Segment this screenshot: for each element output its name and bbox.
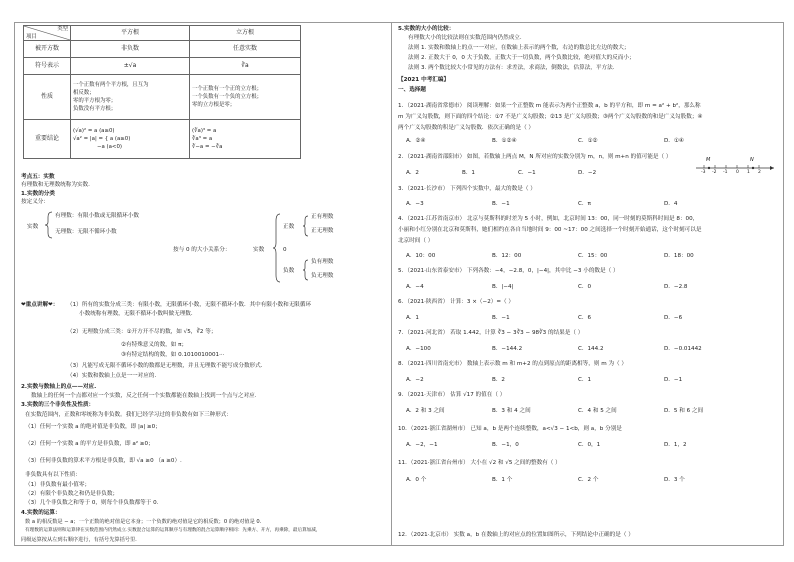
cell-line: 负数没有平方根； xyxy=(73,106,117,112)
question-4b: 小丽和小红分别在北京和莫斯科，她们相约在各自当地时间 9：00 ~17：00 之间选择一个时刻开始通话，这个时刻可以是 xyxy=(398,227,702,233)
question-5: 5．（2021·山东省泰安市） 下列各数：−4，−2.8，0，|−4|，其中比 −3 小的数是（ ） xyxy=(398,268,619,274)
note-4: （4）实数和数轴上点是一一对应的． xyxy=(67,373,161,379)
subsection-operations: 4.实数的运算： xyxy=(21,510,61,516)
cell-line: √a² = |a| = { a (a≥0) xyxy=(73,136,131,142)
subsection-classification: 1.实数的分类 xyxy=(21,191,55,197)
question-2: 2．（2021·湖南省邵阳市） 如图，若数轴上两点 M，N 所对应的实数分别为 m，n，则 m+n 的值可能是（ ） xyxy=(398,154,672,160)
roots-comparison-table xyxy=(23,25,301,159)
compare-intro: 有理数大小的比较法则在实数范围内仍然成立. xyxy=(408,35,522,41)
option: A．−100 xyxy=(406,346,431,352)
option: C．−1 xyxy=(518,170,536,176)
option: C．0 xyxy=(578,284,592,290)
row-label: 被开方数 xyxy=(24,41,71,58)
option: A．1 xyxy=(406,315,419,321)
question-6: 6．（2021·陕西省） 计算：3 ×（−2）=（ ） xyxy=(398,299,515,305)
col-header-square-root: 平方根 xyxy=(71,26,190,41)
nonneg-props: 非负数具有以下性质： xyxy=(25,472,81,478)
brace-icon xyxy=(303,259,309,281)
corner-top-label: 类型 xyxy=(57,26,68,32)
option: B．−1 xyxy=(492,201,510,207)
tree2-neg-rational: 负有理数 xyxy=(311,259,334,265)
tick-label: -2 xyxy=(712,170,717,175)
right-column xyxy=(392,23,783,545)
classify-by-sign: 按与 0 的大小关系分： xyxy=(173,247,231,253)
nonneg-prop-3: （3）几个非负数之和等于 0，则每个非负数都等于 0. xyxy=(25,500,159,506)
option: C．①② xyxy=(578,138,598,144)
option: B．1 个 xyxy=(492,477,513,483)
tick-label: 1 xyxy=(747,170,750,175)
option: B．−1，0 xyxy=(492,442,519,448)
option: D．5 和 6 之间 xyxy=(664,408,704,414)
tree2-negative: 负数 xyxy=(283,268,295,274)
cell-line: −a (a<0) xyxy=(73,144,122,150)
note-3: （3）凡能写成无限不循环小数的数都是无理数，并且无理数不能写成分数形式． xyxy=(67,363,267,369)
option: A．10：00 xyxy=(406,253,436,259)
cell-line: 零的立方根是零； xyxy=(191,102,236,108)
cell-line: (∛a)³ = a xyxy=(191,128,217,134)
question-3: 3．（2021·长沙市） 下列四个实数中，最大的数是（ ） xyxy=(398,186,536,192)
section-choice: 一、选择题 xyxy=(398,87,426,93)
option: B．−144.2 xyxy=(492,346,523,352)
option: C．π xyxy=(578,201,591,207)
option: C．144.2 xyxy=(578,346,604,352)
nonneg-prop-1: （1）非负数有最小值零； xyxy=(25,482,91,488)
table-cell xyxy=(189,120,300,159)
table-corner xyxy=(24,26,71,41)
cell-line: 一个正数有两个平方根，且互为 xyxy=(73,82,149,88)
table-cell xyxy=(71,120,190,159)
note-1: （1）所有的实数分成三类：有限小数，无限循环小数，无限不循环小数．其中有限小数和无限循环 xyxy=(67,302,312,308)
option: D．4 xyxy=(664,201,678,207)
option: C．2 个 xyxy=(578,477,599,483)
row-label: 性质 xyxy=(24,75,71,120)
tree-irrational: 无理数：无限不循环小数 xyxy=(55,229,117,235)
option: C．1 xyxy=(578,377,592,383)
note-2: （2）无理数分成三类：①开方开不尽的数，如 √5，∛2 等； xyxy=(67,329,217,335)
option: B．|−4| xyxy=(492,284,514,290)
point-m-label: M xyxy=(706,157,711,163)
tree-root-real: 实数 xyxy=(27,224,39,230)
operations-1: 数 a 的相反数是 − a；一个正数的绝对值是它本身；一个负数的绝对值是它的相反数；0 的绝对值是 0. xyxy=(25,519,262,525)
question-4: 4．（2021·江苏省南京市） 北京与莫斯科的时差为 5 小时，例如，北京时间 13：00，同一时刻的莫斯科时间是 8：00， xyxy=(398,216,699,222)
option: D．18：00 xyxy=(664,253,694,259)
option: C．4 和 5 之间 xyxy=(578,408,617,414)
option: A．−4 xyxy=(406,284,424,290)
tree2-zero: 0 xyxy=(283,247,287,253)
col-header-cube-root: 立方根 xyxy=(189,26,300,41)
tree2-pos-irrational: 正无理数 xyxy=(311,228,334,234)
tree-rational: 有理数：有限小数或无限循环小数 xyxy=(55,213,139,219)
question-1b: m 为广义勾股数，则下面的四个结论：①7 不是广义勾股数；②13 是广义勾股数；③两个广义勾股数的和是广义勾股数；④ xyxy=(398,114,703,120)
left-column xyxy=(15,23,392,545)
option: A．②④ xyxy=(406,138,426,144)
question-7: 7．（2021·河北省） 若取 1.442，计算 ∛3 − 3∛3 − 98∛3 的结果是（ ） xyxy=(398,330,584,336)
option: D．3 个 xyxy=(664,477,685,483)
cell-line: (√a)² = a (a≥0) xyxy=(73,128,115,134)
table-cell: ±√a xyxy=(71,58,190,75)
compare-rule-2: 法则 2. 正数大于 0，0 大于负数，正数大于一切负数，两个负数比较，绝对值大的反而小； xyxy=(408,55,635,61)
corner-bottom-label: 项目 xyxy=(26,34,37,40)
exam-heading: 【2021 中考汇编】 xyxy=(398,77,450,83)
question-11: 11．（2021·浙江省台州市） 大小在 √2 和 √5 之间的整数有（ ） xyxy=(398,460,561,466)
note-1b: 小数统称有理数，无限不循环小数叫做无理数． xyxy=(79,311,197,317)
question-9: 9．（2021·天津市） 估算 √17 的值在（ ） xyxy=(398,392,506,398)
tick-label: -3 xyxy=(701,170,706,175)
cell-line: 一个负数有一个负的立方根； xyxy=(191,94,263,100)
subsection-nonnegativity: 3.实数的三个非负性及性质： xyxy=(21,402,95,408)
option: D．−6 xyxy=(664,315,683,321)
option: A．0 个 xyxy=(406,477,427,483)
definition-text: 有理数和无理数统称为实数. xyxy=(21,182,90,188)
nonneg-prop-2: （2）有限个非负数之和仍是非负数； xyxy=(25,491,119,497)
page-frame xyxy=(14,22,784,546)
option: A．2 xyxy=(406,170,419,176)
tree2-root-real: 实数 xyxy=(253,247,265,253)
compare-rule-3: 法则 3. 两个数比较大小常见的方法有：求差法，求商法，倒数法，估算法，平方法. xyxy=(408,65,615,71)
table-cell xyxy=(189,75,300,120)
option: C．0，1 xyxy=(578,442,601,448)
cell-line: 一个正数有一个正的立方根； xyxy=(191,86,263,92)
option: D．−2 xyxy=(578,170,597,176)
row-label: 重要结论 xyxy=(24,120,71,159)
point-n-label: N xyxy=(750,157,754,163)
note-2c: ③有特定结构的数，如 0.1010010001··· xyxy=(121,352,225,358)
cell-line: 零的平方根为零； xyxy=(73,98,117,104)
note-title: ❤重点讲解❤： xyxy=(21,302,59,308)
option: D．1，2 xyxy=(664,442,687,448)
tree2-neg-irrational: 负无理数 xyxy=(311,273,334,279)
question-8: 8．（2021·四川省南充市） 数轴上表示数 m 和 m+2 的点到原点的距离相等，则 m 为（ ） xyxy=(398,361,627,367)
option: D．①④ xyxy=(664,138,684,144)
option: D．−2.8 xyxy=(664,284,688,290)
table-cell: 非负数 xyxy=(71,41,190,58)
cell-line: ∛−a = −∛a xyxy=(191,144,223,150)
compare-rule-1: 法则 1. 实数和数轴上的点一一对应，在数轴上表示的两个数，右边的数总比左边的数大； xyxy=(408,45,630,51)
nonneg-2: （2）任何一个实数 a 的平方是非负数，即 a² ≥0； xyxy=(25,441,154,447)
option: C．15：00 xyxy=(578,253,608,259)
tick-label: -1 xyxy=(723,170,728,175)
number-line-text: 数轴上的任何一个点都对应一个实数，反之任何一个实数都能在数轴上找到一个点与之对应. xyxy=(31,393,257,399)
option: B．−1 xyxy=(492,315,510,321)
option: C．6 xyxy=(578,315,592,321)
option: B．3 和 4 之间 xyxy=(492,408,531,414)
tick-label: 2 xyxy=(758,170,761,175)
table-cell xyxy=(71,75,190,120)
section-title-real-numbers: 考点五：实数 xyxy=(21,174,55,180)
nonneg-intro: 在实数范围内，正数和零统称为非负数。我们已经学习过的非负数有如下三种形式： xyxy=(25,412,232,418)
operations-3: 同级运算按从左到右顺序进行，有括号先算括号里. xyxy=(21,537,137,543)
cell-line: 相反数； xyxy=(73,90,95,96)
option: A．−3 xyxy=(406,201,424,207)
question-4c: 北京时间（ ） xyxy=(398,238,434,244)
option: D．−0.01442 xyxy=(664,346,702,352)
cell-line: ∛a³ = a xyxy=(191,136,213,142)
question-12: 12．（2021·北京市） 实数 a，b 在数轴上的对应点的位置如图所示，下列结论中正确的是（ ） xyxy=(398,532,634,538)
note-2b: ②有特殊意义的数，如 π； xyxy=(121,342,188,348)
option: A．2 和 3 之间 xyxy=(406,408,445,414)
table-cell: ∛a xyxy=(189,58,300,75)
option: B．①②④ xyxy=(492,138,517,144)
option: D．−1 xyxy=(664,377,683,383)
option: A．−2，−1 xyxy=(406,442,438,448)
option: B．2 xyxy=(492,377,505,383)
tick-label: 0 xyxy=(736,170,739,175)
option: A．−2 xyxy=(406,377,424,383)
brace-icon xyxy=(45,211,53,239)
brace-icon xyxy=(303,215,309,237)
number-line-figure xyxy=(694,159,776,179)
row-label: 符号表示 xyxy=(24,58,71,75)
nonneg-3: （3）任何非负数的算术平方根是非负数，即 √a ≥0 （a ≥0）. xyxy=(25,458,182,464)
option: B．1 xyxy=(462,170,475,176)
tree2-pos-rational: 正有理数 xyxy=(311,214,334,220)
classify-by-definition: 按定义分： xyxy=(21,199,49,205)
subsection-compare: 5.实数的大小的比较： xyxy=(398,26,455,32)
question-1: 1．（2021·湖南省常德市） 阅读理解：如果一个正整数 m 能表示为两个正整数 a，b 的平方和，即 m = a² + b²，那么称 xyxy=(398,103,701,109)
operations-2: 有理数的运算法则和运算律在实数范围内仍然成立.实数混合运算的运算顺序与有理数的混合运算顺序相同：先乘方、开方，再乘除，最后算加减， xyxy=(25,528,321,533)
question-1c: 两个广义勾股数的积是广义勾股数．依次正确的是（ ） xyxy=(398,125,535,131)
question-10: 10．（2021·浙江省湖州市） 已知 a，b 是两个连续整数，a<√3 − 1<b，则 a，b 分别是 xyxy=(398,426,622,432)
table-cell: 任意实数 xyxy=(189,41,300,58)
subsection-number-line: 2.实数与数轴上的点——对应. xyxy=(21,384,97,390)
brace-icon xyxy=(273,213,281,283)
tree2-positive: 正数 xyxy=(283,224,295,230)
option: B．12：00 xyxy=(492,253,522,259)
nonneg-1: （1）任何一个实数 a 的绝对值是非负数，即 |a| ≥0； xyxy=(25,424,161,430)
